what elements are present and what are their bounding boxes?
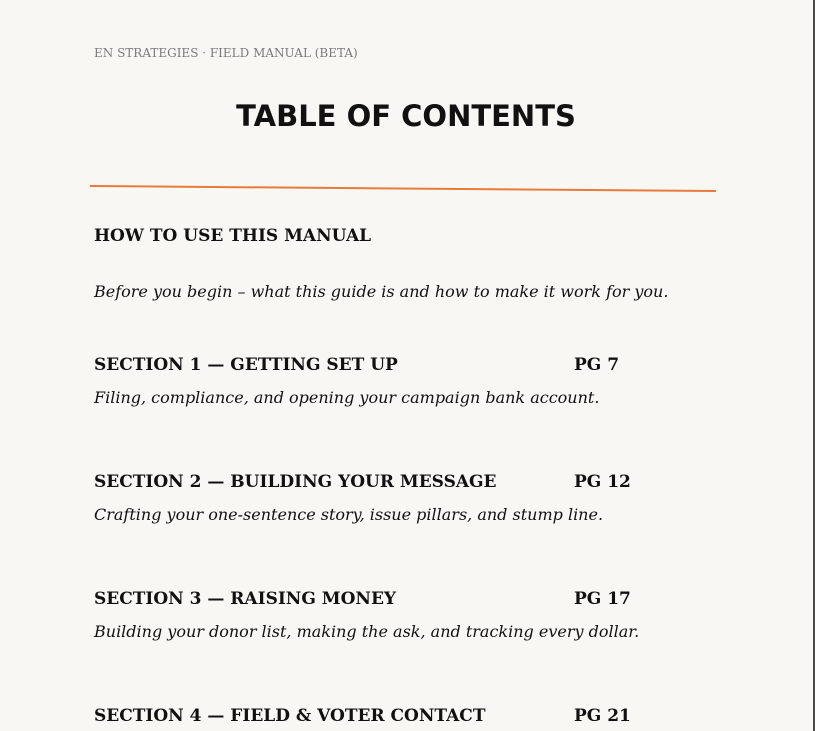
section-page-number[interactable]: PG 12	[574, 472, 631, 492]
section-description: Building your donor list, making the ask, and tracking every dollar.	[94, 622, 640, 641]
intro-heading: HOW TO USE THIS MANUAL	[94, 226, 372, 246]
section-description: Crafting your one-sentence story, issue pillars, and stump line.	[94, 505, 604, 524]
section-page-number[interactable]: PG 21	[574, 706, 631, 726]
section-title[interactable]: SECTION 4 — FIELD & VOTER CONTACT	[94, 706, 486, 726]
intro-description: Before you begin – what this guide is and how to make it work for you.	[94, 282, 669, 301]
section-title[interactable]: SECTION 2 — BUILDING YOUR MESSAGE	[94, 472, 497, 492]
section-description: Filing, compliance, and opening your campaign bank account.	[94, 388, 600, 407]
section-title[interactable]: SECTION 3 — RAISING MONEY	[94, 589, 397, 609]
running-head: EN STRATEGIES · FIELD MANUAL (BETA)	[94, 46, 358, 60]
section-title[interactable]: SECTION 1 — GETTING SET UP	[94, 355, 398, 375]
divider-rule	[90, 178, 716, 198]
page-title: TABLE OF CONTENTS	[236, 99, 576, 133]
section-page-number[interactable]: PG 17	[574, 589, 631, 609]
section-page-number[interactable]: PG 7	[574, 355, 620, 375]
